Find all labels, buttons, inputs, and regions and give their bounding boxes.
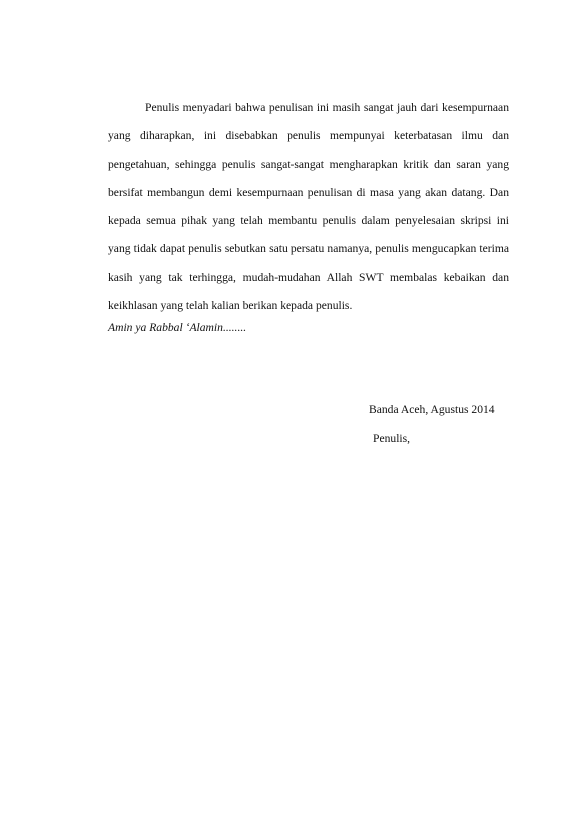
signature-role: Penulis, <box>373 432 411 445</box>
signature-place-date: Banda Aceh, Agustus 2014 <box>369 403 495 416</box>
body-text <box>108 94 509 320</box>
acknowledgement-paragraph: Penulis menyadari bahwa penulisan ini masih sangat jauh dari kesempurnaan yang diharapkan, ini disebabkan penulis mempunyai keterbatasan ilmu dan pengetahuan, sehingga penulis sangat-sangat mengharapkan kritik dan saran yang bersifat membangun demi kesempurnaan penulisan di masa yang akan datang. Dan kepada semua pihak yang telah membantu penulis dalam penyelesaian skripsi ini yang tidak dapat penulis sebutkan satu persatu namanya, penulis mengucapkan terima kasih yang tak terhingga, mudah-mudahan Allah SWT membalas kebaikan dan keikhlasan yang telah kalian berikan kepada penulis. <box>108 101 509 313</box>
closing-prayer: Amin ya Rabbal ‘Alamin........ <box>108 321 247 334</box>
